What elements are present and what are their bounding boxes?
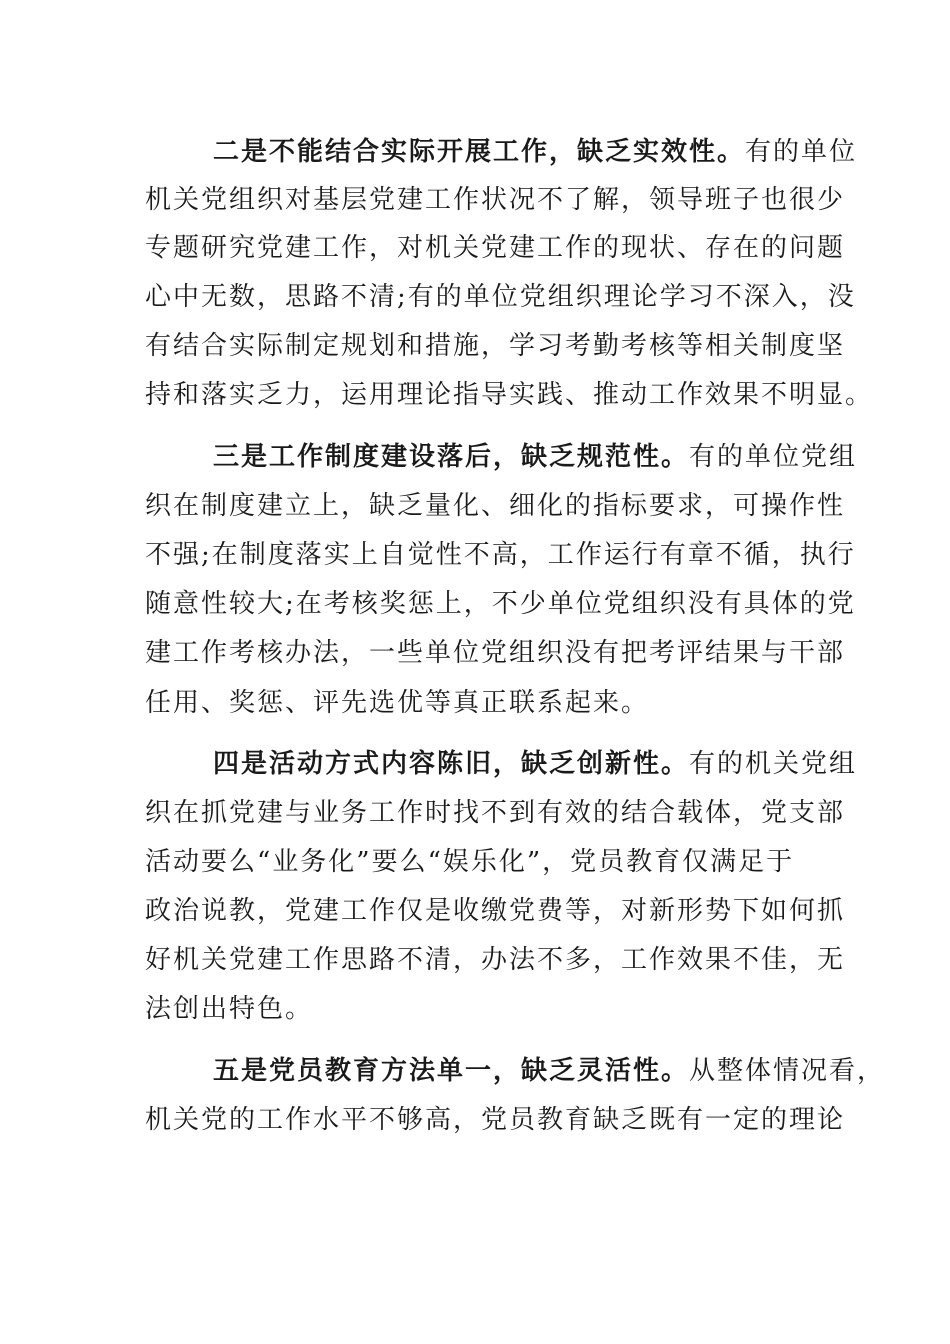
paragraph-1-line-2: 专题研究党建工作，对机关党建工作的现状、存在的问题 <box>145 233 846 263</box>
paragraph-3-first-line <box>213 740 858 788</box>
paragraph-4-first-line <box>213 1047 886 1095</box>
paragraph-1-line-4: 有结合实际制定规划和措施，学习考勤考核等相关制度坚 <box>145 331 846 361</box>
paragraph-4-line-1: 机关党的工作水平不够高，党员教育缺乏既有一定的理论 <box>145 1105 846 1135</box>
paragraph-1-line-5: 持和落实乏力，运用理论指导实践、推动工作效果不明显。 <box>145 380 874 410</box>
paragraph-3-line-2: 活动要么“业务化”要么“娱乐化”，党员教育仅满足于 <box>145 847 795 877</box>
paragraph-3-line-1: 织在抓党建与业务工作时找不到有效的结合载体，党支部 <box>145 798 846 828</box>
paragraph-3-line-3: 政治说教，党建工作仅是收缴党费等，对新形势下如何抓 <box>145 896 846 926</box>
paragraph-4-first-rest: 从整体情况看， <box>689 1056 886 1086</box>
paragraph-1-lead: 二是不能结合实际开展工作，缺乏实效性。 <box>213 137 746 167</box>
paragraph-1-line-3: 心中无数，思路不清;有的单位党组织理论学习不深入，没 <box>145 282 856 312</box>
paragraph-1-first-line <box>213 128 858 176</box>
paragraph-2-first-line <box>213 433 858 481</box>
paragraph-3-line-4: 好机关党建工作思路不清，办法不多，工作效果不佳，无 <box>145 945 846 975</box>
paragraph-2-line-2: 不强;在制度落实上自觉性不高，工作运行有章不循，执行 <box>145 540 856 570</box>
paragraph-2-line-1: 织在制度建立上，缺乏量化、细化的指标要求，可操作性 <box>145 491 846 521</box>
paragraph-4-lead: 五是党员教育方法单一，缺乏灵活性。 <box>213 1056 690 1086</box>
paragraph-3-line-5: 法创出特色。 <box>145 994 314 1024</box>
paragraph-2-line-4: 建工作考核办法，一些单位党组织没有把考评结果与干部 <box>145 638 846 668</box>
paragraph-1-line-1: 机关党组织对基层党建工作状况不了解，领导班子也很少 <box>145 185 846 215</box>
paragraph-2-line-5: 任用、奖惩、评先选优等真正联系起来。 <box>145 688 650 718</box>
paragraph-1-first-rest: 有的单位 <box>745 137 858 167</box>
paragraph-2-lead: 三是工作制度建设落后，缺乏规范性。 <box>213 442 690 472</box>
paragraph-2-first-rest: 有的单位党组 <box>689 442 858 472</box>
paragraph-3-lead: 四是活动方式内容陈旧，缺乏创新性。 <box>213 749 690 779</box>
paragraph-2-line-3: 随意性较大;在考核奖惩上，不少单位党组织没有具体的党 <box>145 589 856 619</box>
paragraph-3-first-rest: 有的机关党组 <box>689 749 858 779</box>
